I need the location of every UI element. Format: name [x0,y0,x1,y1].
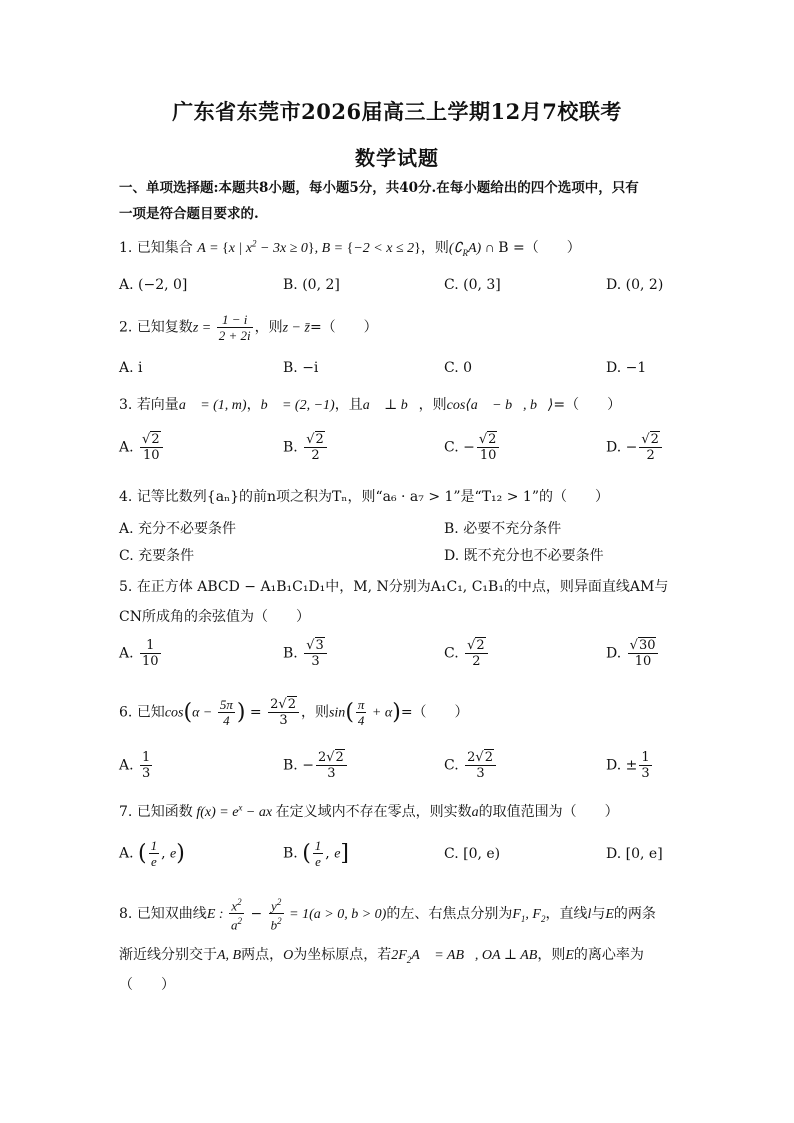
q1-option-c[interactable]: C. (0, 3] [444,277,501,293]
question-6: 6. 已知cos(α − $\frac{5\pi}{4}$ ) = $\frac{2√2}{3}$ ，则sin( $\frac{\pi}{4}$ + α)=（ ） [119,697,469,728]
q3-option-d[interactable]: D. − $\frac{√2}{2}$ [606,432,664,463]
q1-expr: $(∁_RA)$ ∩ [448,241,499,258]
question-5-line-2: CN所成角的余弦值为（ ） [119,609,310,625]
question-8-line-3: （ ） [119,977,175,993]
q7-option-d[interactable]: D. [0, e] [606,846,663,862]
question-3: 3. 若向量a⃗ = (1, m)，b⃗ = (2, −1)，且a⃗ ⊥ b⃗，则cos⟨a⃗ − b⃗, b⃗⟩=（ ） [119,397,622,413]
question-8: 8. 已知双曲线E : $\frac{x^2}{a^2}$ − $\frac{y^2}{b^2}$ = 1(a > 0, b > 0)的左、右焦点分别为$F_1$, $F_2$，直线l与E的两条 [119,897,656,933]
section-line-2: 一项是符合题目要求的. [119,206,259,222]
q1-option-d[interactable]: D. (0, 2) [606,277,664,293]
q7-option-c[interactable]: C. [0, e) [444,846,501,862]
q5-option-b[interactable]: B. $\frac{√3}{3}$ [283,638,329,669]
q7-option-b[interactable]: B. ( $\frac{1}{e}$ , e] [283,838,350,869]
exam-subtitle: 数学试题 [355,146,439,170]
q2-option-c[interactable]: C. 0 [444,360,473,376]
q3-option-c[interactable]: C. − $\frac{√2}{10}$ [444,432,501,463]
q1-set-a: A = {x | $x^2 - 3x \ge 0$}, B = {−2 < x ≤ 2} [197,238,421,256]
section-line-1: 一、单项选择题:本题共8小题，每小题5分，共40分.在每小题给出的四个选项中，只有 [119,180,639,196]
q1-number: 1. [119,240,133,256]
exam-title: 广东省东莞市2026届高三上学期12月7校联考 [172,99,622,124]
q2-option-d[interactable]: D. −1 [606,360,647,376]
question-4: 4. 记等比数列{aₙ}的前n项之积为Tₙ，则“a₆ · a₇ > 1”是“T₁₂ > 1”的（ ） [119,489,609,505]
q4-option-b[interactable]: B. 必要不充分条件 [444,521,562,537]
q4-option-c[interactable]: C. 充要条件 [119,548,195,564]
q6-option-a[interactable]: A. $\frac{1}{3}$ [119,750,151,781]
question-7: 7. 已知函数 $f(x) = e^x$ − ax 在定义域内不存在零点，则实数a的取值范围为（ ） [119,802,619,820]
q1-lead: 已知集合 [136,240,193,256]
q4-option-a[interactable]: A. 充分不必要条件 [119,521,237,537]
question-2: 2. 已知复数z = $\frac{1 - i}{2 + 2i}$ ，则z − z̄=（ ） [119,312,378,343]
q1-option-b[interactable]: B. (0, 2] [283,277,340,293]
q6-option-b[interactable]: B. − $\frac{2√2}{3}$ [283,750,349,781]
q4-option-d[interactable]: D. 既不充分也不必要条件 [444,548,604,564]
q6-option-c[interactable]: C. $\frac{2√2}{3}$ [444,750,498,781]
q7-option-a[interactable]: A. ( $\frac{1}{e}$ , e) [119,838,185,869]
q5-option-d[interactable]: D. $\frac{√30}{10}$ [606,638,660,669]
q1-option-a[interactable]: A. (−2, 0] [119,277,188,293]
section-instructions [119,175,679,227]
q3-option-b[interactable]: B. $\frac{√2}{2}$ [283,432,329,463]
q2-option-b[interactable]: B. −i [283,360,319,376]
q3-option-a[interactable]: A. $\frac{√2}{10}$ [119,432,165,463]
q6-option-d[interactable]: D. ± $\frac{1}{3}$ [606,750,650,781]
q2-option-a[interactable]: A. i [119,360,143,376]
question-5: 5. 在正方体 ABCD − A₁B₁C₁D₁中，M, N分别为A₁C₁, C₁B₁的中点，则异面直线AM与 [119,579,669,595]
q5-option-c[interactable]: C. $\frac{√2}{2}$ [444,638,490,669]
q5-option-a[interactable]: A. $\frac{1}{10}$ [119,638,159,669]
q1-end: B =（ ） [498,240,581,256]
question-1 [119,237,581,258]
question-8-line-2: 渐近线分别交于A, B两点，O为坐标原点，若$2F_2A⃗$ = AB⃗, OA ⊥ AB，则E的离心率为 [119,947,644,965]
q1-tail: ，则 [420,240,449,256]
